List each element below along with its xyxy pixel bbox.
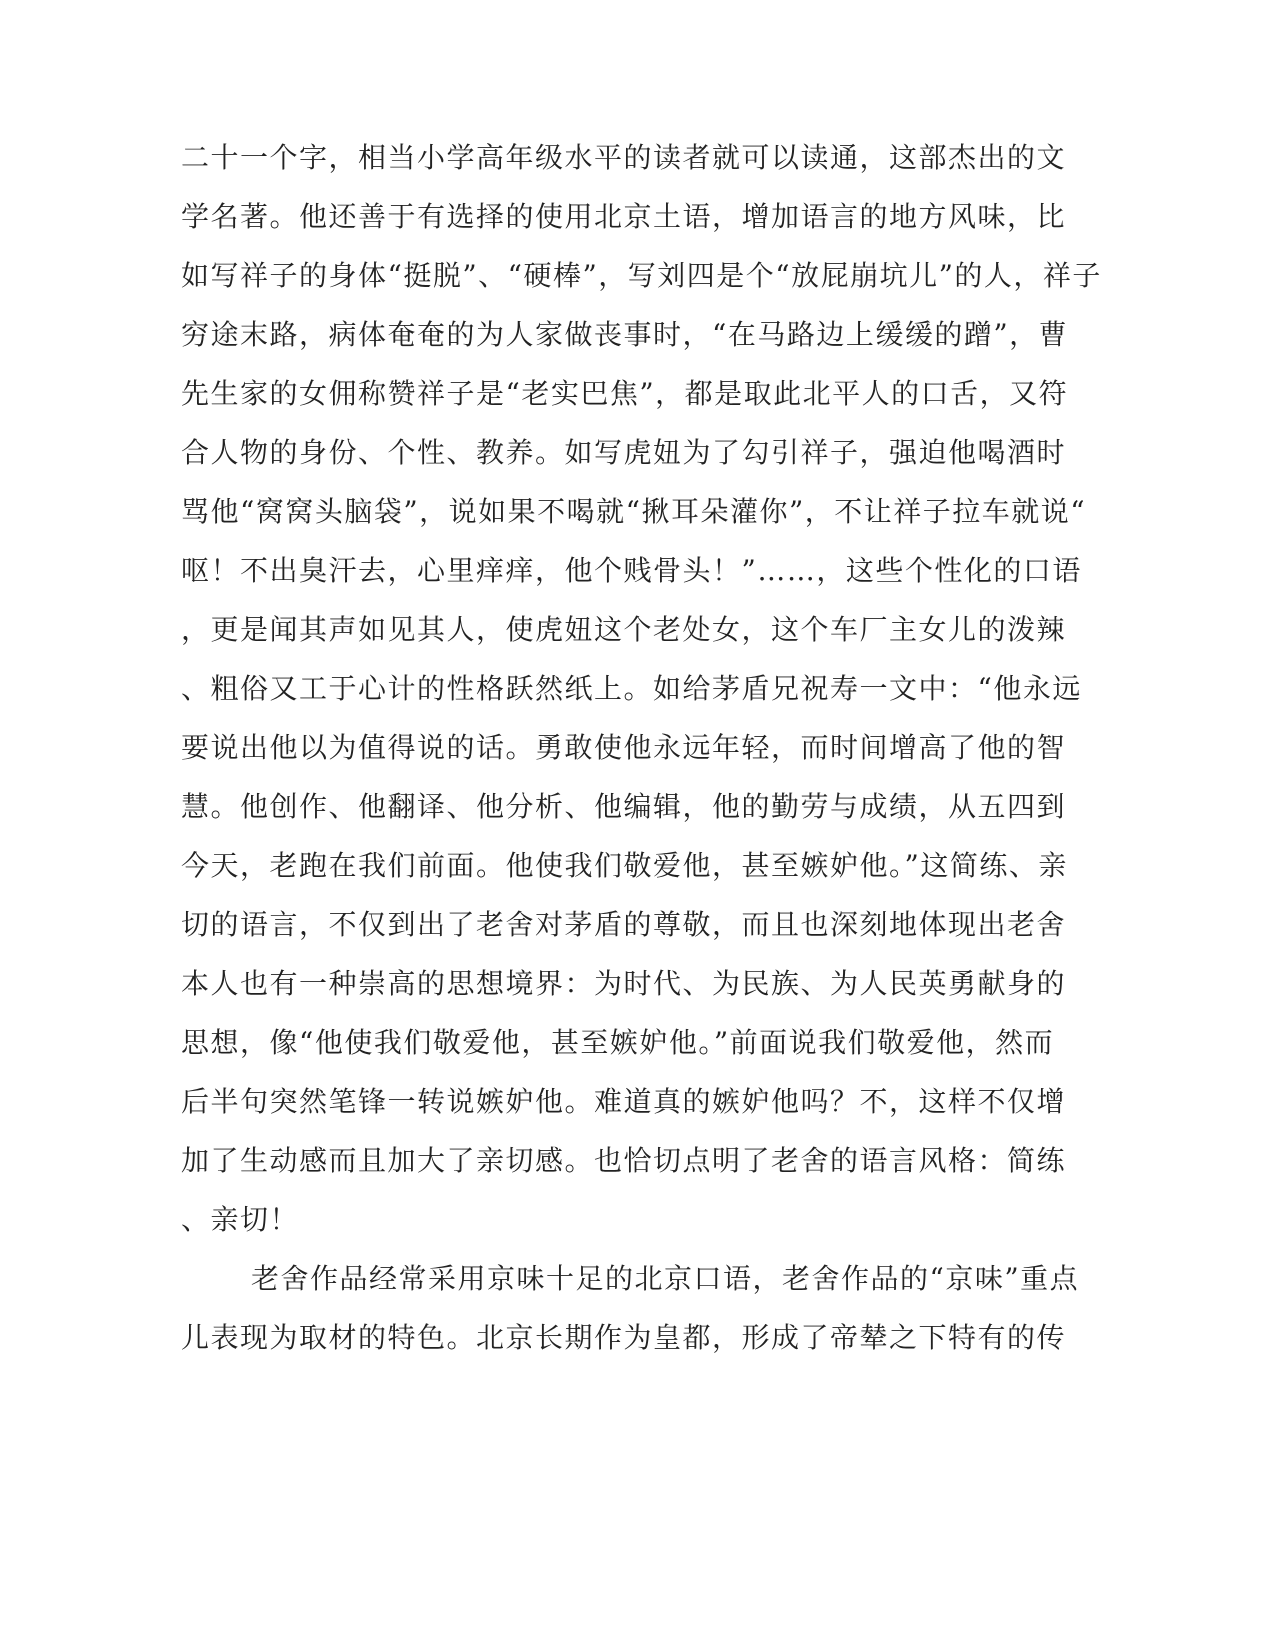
text-line: 、粗俗又工于心计的性格跃然纸上。如给茅盾兄祝寿一文中：“他永远: [181, 672, 1082, 705]
text-line: 二十一个字，相当小学高年级水平的读者就可以读通，这部杰出的文: [181, 141, 1067, 174]
text-line: 、亲切！: [181, 1203, 300, 1236]
text-line: 骂他“窝窝头脑袋”，说如果不喝就“揪耳朵灌你”，不让祥子拉车就说“: [181, 495, 1087, 528]
text-line: 儿表现为取材的特色。北京长期作为皇都，形成了帝辇之下特有的传: [181, 1321, 1067, 1354]
text-line: 要说出他以为值得说的话。勇敢使他永远年轻，而时间增高了他的智: [181, 731, 1067, 764]
text-line: 切的语言，不仅到出了老舍对茅盾的尊敬，而且也深刻地体现出老舍: [181, 908, 1067, 941]
text-line: ，更是闻其声如见其人，使虎妞这个老处女，这个车厂主女儿的泼辣: [181, 613, 1067, 646]
text-line: 先生家的女佣称赞祥子是“老实巴焦”，都是取此北平人的口舌，又符: [181, 377, 1069, 410]
text-line: 后半句突然笔锋一转说嫉妒他。难道真的嫉妒他吗？不，这样不仅增: [181, 1085, 1067, 1118]
text-line: 加了生动感而且加大了亲切感。也恰切点明了老舍的语言风格：简练: [181, 1144, 1067, 1177]
paragraph-start-line: 老舍作品经常采用京味十足的北京口语，老舍作品的“京味”重点: [251, 1262, 1080, 1295]
text-line: 如写祥子的身体“挺脱”、“硬棒”，写刘四是个“放屁崩坑儿”的人，祥子: [181, 259, 1102, 292]
text-line: 呕！不出臭汗去，心里痒痒，他个贱骨头！”……，这些个性化的口语: [181, 554, 1082, 587]
text-line: 今天，老跑在我们前面。他使我们敬爱他，甚至嫉妒他。”这简练、亲: [181, 849, 1068, 882]
text-line: 穷途末路，病体奄奄的为人家做丧事时，“在马路边上缓缓的蹭”，曹: [181, 318, 1069, 351]
text-line: 学名著。他还善于有选择的使用北京土语，增加语言的地方风味，比: [181, 200, 1067, 233]
text-line: 慧。他创作、他翻译、他分析、他编辑，他的勤劳与成绩，从五四到: [181, 790, 1067, 823]
text-line: 本人也有一种崇高的思想境界：为时代、为民族、为人民英勇献身的: [181, 967, 1067, 1000]
text-line: 思想，像“他使我们敬爱他，甚至嫉妒他。”前面说我们敬爱他，然而: [181, 1026, 1055, 1059]
body-text: [181, 128, 1102, 1367]
text-line: 合人物的身份、个性、教养。如写虎妞为了勾引祥子，强迫他喝酒时: [181, 436, 1067, 469]
